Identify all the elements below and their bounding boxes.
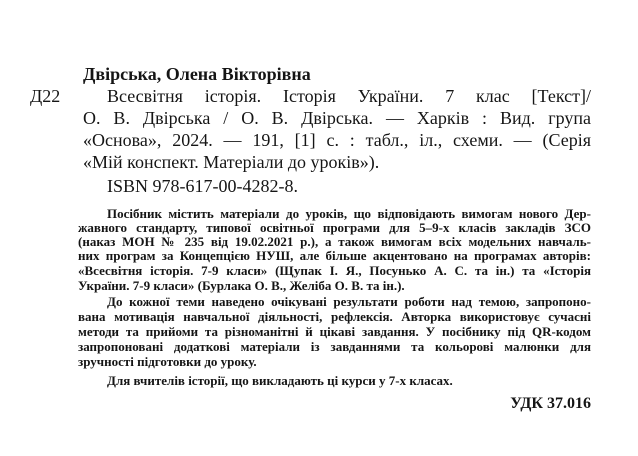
annotation-line: них програм за Концепцією НУШ, але більше акцентовано на програмах авторів: bbox=[78, 248, 591, 263]
annotation-line: До кожної теми наведено очікувані результати роботи над темою, запропоно- bbox=[107, 294, 591, 309]
bib-line: «Мій конспект. Матеріали до уроків»). bbox=[83, 152, 380, 172]
annotation-line: (наказ МОН № 235 від 19.02.2021 р.), а також вимогам всіх модельних навчаль- bbox=[78, 234, 591, 249]
audience-note: Для вчителів історії, що викладають ці курси у 7-х класах. bbox=[107, 373, 453, 388]
annotation-line: України. 7-9 класи» (Бурлака О. В., Желіба О. В. та ін.). bbox=[78, 278, 405, 293]
bib-line: «Основа», 2024. — 191, [1] с. : табл., іл., схеми. — (Серія bbox=[83, 130, 591, 150]
udc-code: УДК 37.016 bbox=[510, 395, 591, 412]
annotation-line: зручності підготовки до уроку. bbox=[78, 354, 257, 369]
annotation-line: «Всесвітня історія. 7-9 класи» (Щупак І. Я., Посунько А. С. та ін.) та «Історія bbox=[78, 263, 591, 278]
annotation-line: жавного стандарту, типової освітньої програми для 5–9-х класів закладів ЗСО bbox=[78, 220, 591, 235]
annotation-line: вана мотивація навчальної діяльності, рефлексія. Авторка використовує сучасні bbox=[78, 309, 591, 324]
catalog-index: Д22 bbox=[30, 86, 61, 106]
annotation-line: методи та прийоми та різноманітні й цікаві завдання. У посібнику під QR-кодом bbox=[78, 324, 591, 339]
bib-line: О. В. Двірська / О. В. Двірська. — Харків : Вид. група bbox=[83, 108, 591, 128]
isbn: ISBN 978-617-00-4282-8. bbox=[107, 176, 298, 196]
author-heading: Двірська, Олена Вікторівна bbox=[83, 64, 311, 84]
annotation-line: Посібник містить матеріали до уроків, що відповідають вимогам нового Дер- bbox=[107, 206, 591, 221]
annotation-line: запропоновані додаткові матеріали із завданнями та кольорові малюнки для bbox=[78, 339, 591, 354]
bib-line: Всесвітня історія. Історія України. 7 клас [Текст]/ bbox=[107, 86, 591, 106]
